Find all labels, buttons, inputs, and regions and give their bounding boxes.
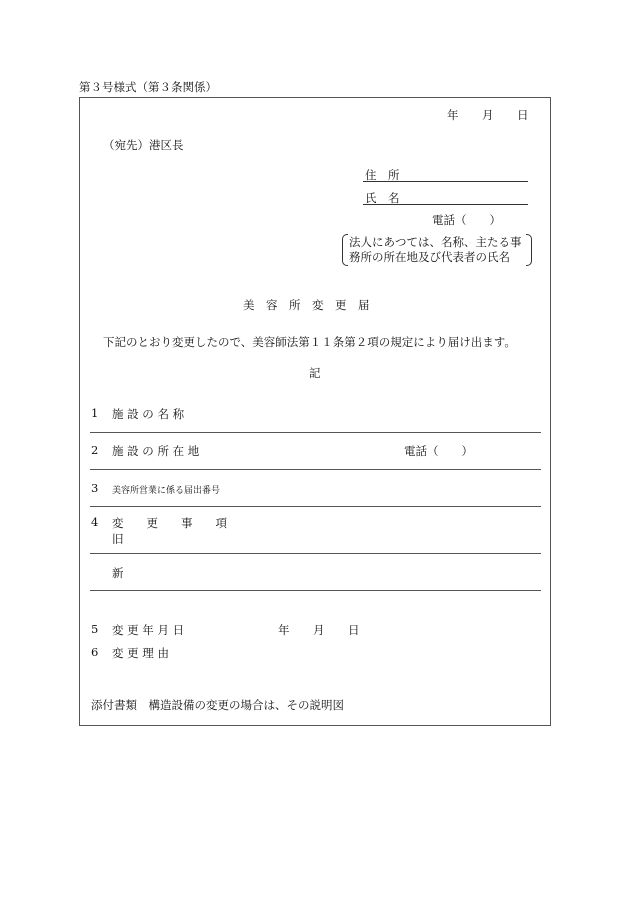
item1-number: 1: [91, 406, 99, 420]
corp-note-line1: 法人にあつては、名称、主たる事: [349, 235, 522, 249]
item4-label: 変 更 事 項: [112, 516, 227, 530]
item6-label: 変 更 理 由: [112, 646, 169, 660]
item4-new-divider: [90, 590, 541, 591]
item1-divider: [90, 432, 541, 433]
item3-label: 美容所営業に係る届出番号: [112, 486, 221, 496]
item5-year: 年: [278, 623, 290, 637]
right-bracket: [526, 234, 532, 266]
applicant-phone: 電話（ ）: [432, 213, 501, 227]
item3-divider: [90, 506, 541, 507]
item5-day: 日: [348, 623, 360, 637]
item3-number: 3: [91, 481, 99, 495]
item4-old-divider: [90, 553, 541, 554]
attachment-note: 添付書類 構造設備の変更の場合は、その説明図: [91, 698, 344, 712]
form-number-label: 第３号様式（第３条関係）: [79, 80, 217, 94]
item6-number: 6: [91, 645, 99, 659]
name-label: 氏 名: [365, 191, 400, 205]
left-bracket: [342, 234, 348, 266]
corporation-note-text: [349, 235, 522, 265]
item5-number: 5: [91, 622, 99, 636]
ki-marker: 記: [309, 366, 321, 380]
item5-label: 変 更 年 月 日: [112, 623, 185, 637]
addressee: （宛先）港区長: [103, 138, 184, 152]
corporation-note: [342, 234, 532, 266]
corp-note-line2: 務所の所在地及び代表者の氏名: [349, 250, 510, 264]
address-underline: [363, 181, 528, 182]
body-text: 下記のとおり変更したので、美容師法第１１条第２項の規定により届け出ます。: [103, 335, 516, 349]
document-title: 美 容 所 変 更 届: [243, 298, 370, 312]
item1-label: 施 設 の 名 称: [112, 407, 185, 421]
item2-divider: [90, 469, 541, 470]
item2-number: 2: [91, 443, 99, 457]
name-underline: [363, 204, 528, 205]
item4-old: 旧: [112, 532, 124, 546]
item2-label: 施 設 の 所 在 地: [112, 444, 200, 458]
item2-phone: 電話（ ）: [404, 444, 473, 458]
item4-new: 新: [112, 566, 124, 580]
address-label: 住 所: [365, 168, 400, 182]
date-year: 年: [447, 108, 459, 122]
date-month: 月: [482, 108, 494, 122]
item4-number: 4: [91, 515, 99, 529]
date-day: 日: [517, 108, 529, 122]
item5-month: 月: [313, 623, 325, 637]
